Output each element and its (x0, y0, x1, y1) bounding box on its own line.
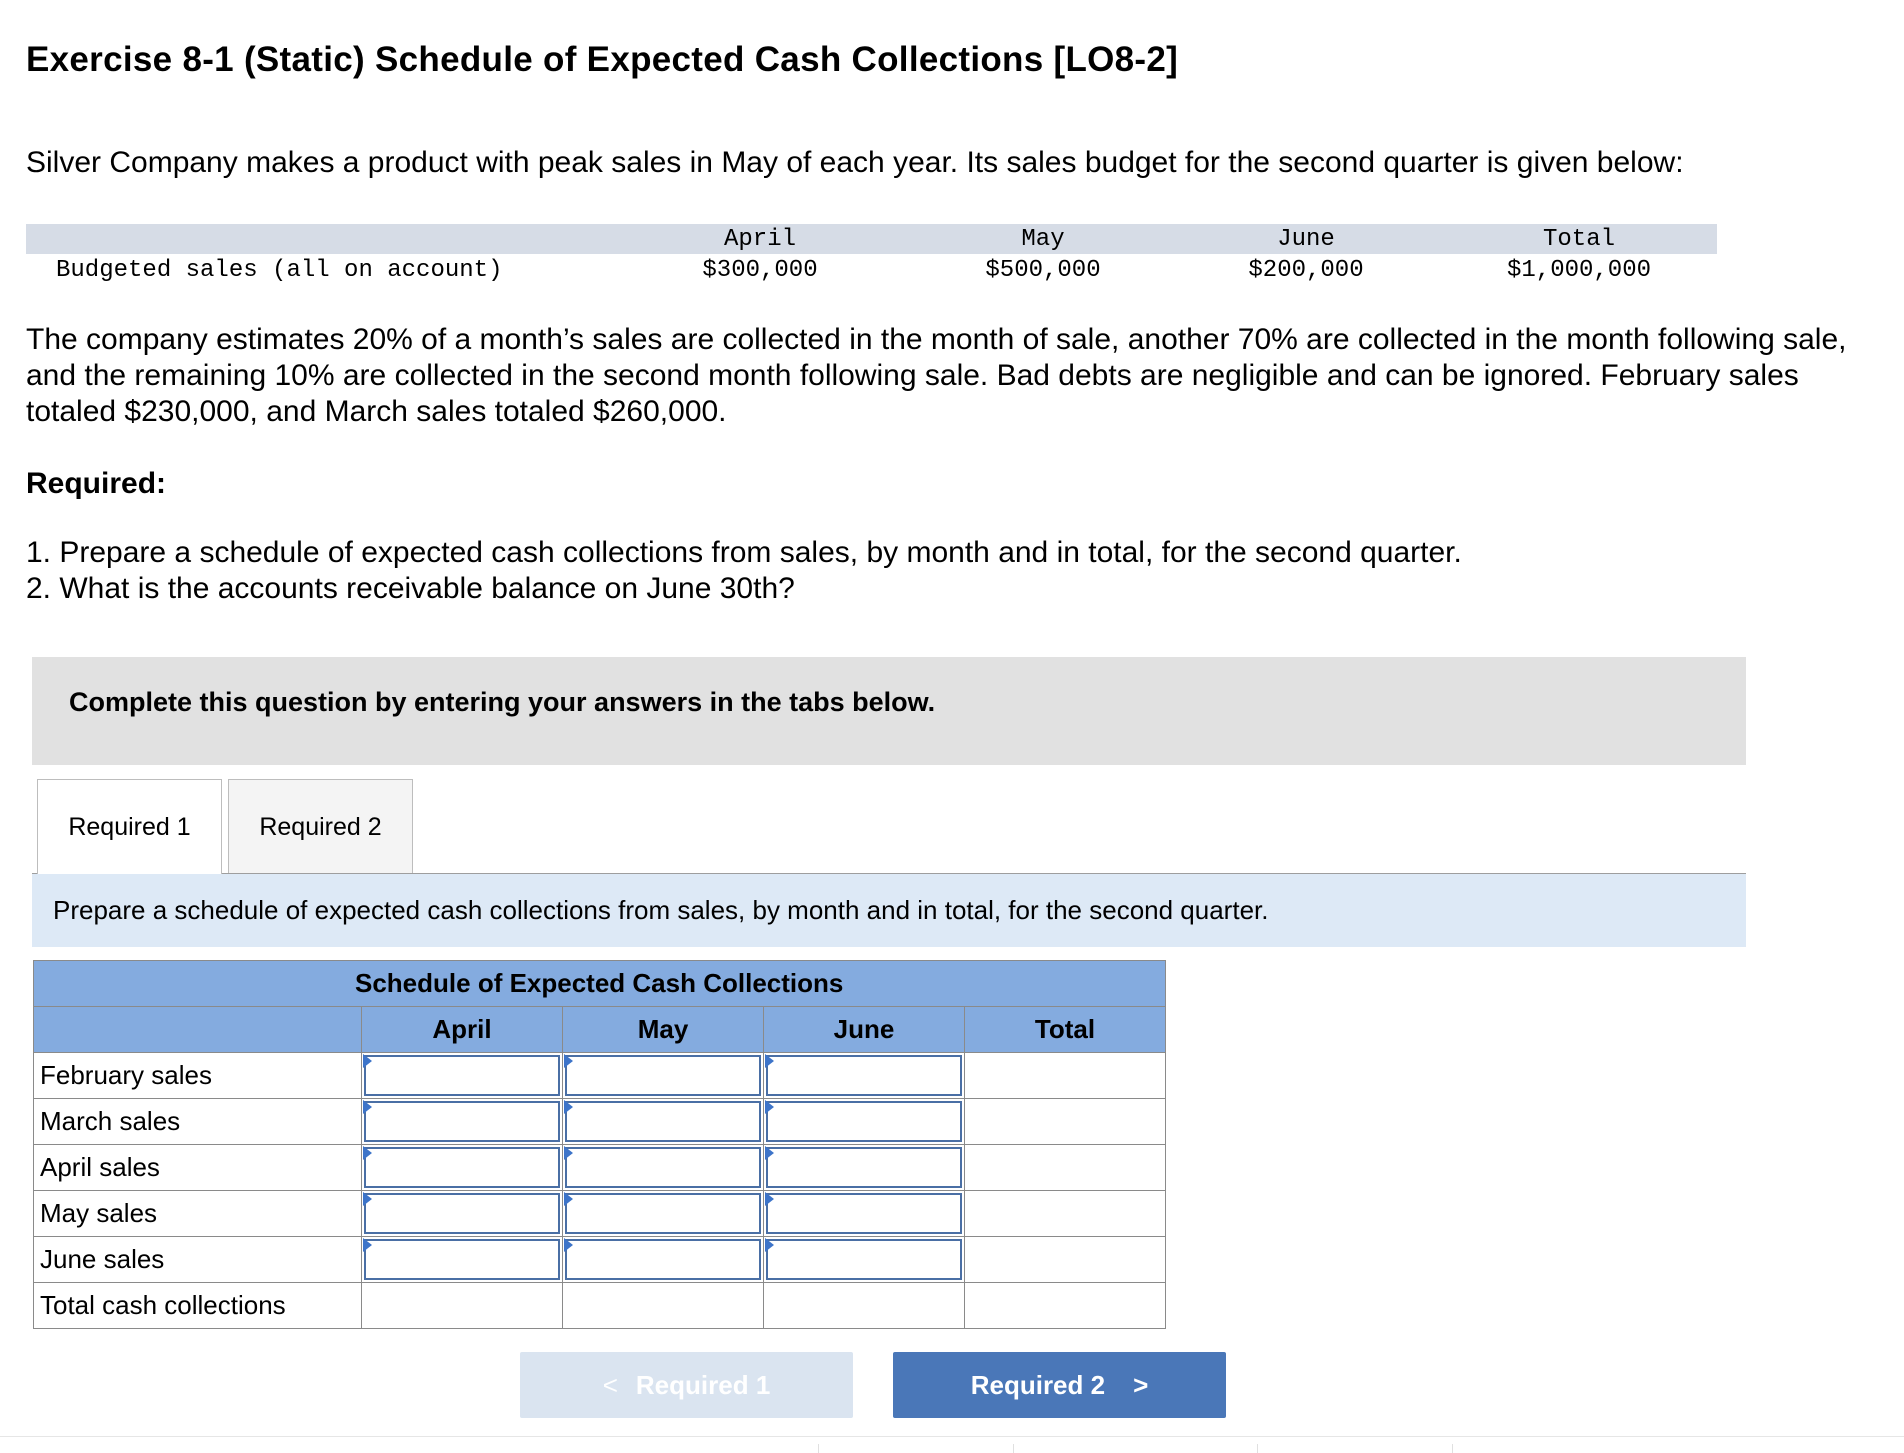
input-june-april[interactable] (362, 1237, 563, 1283)
input-april-may[interactable] (563, 1145, 764, 1191)
total-collections-april (362, 1283, 563, 1329)
input-february-june[interactable] (764, 1053, 965, 1099)
schedule-col-may: May (563, 1007, 764, 1053)
problem-paragraph: The company estimates 20% of a month’s sales are collected in the month of sale, another 70% are collected in the month following sale, and the remaining 10% are collected in the second month following sale. Bad debts are negligible and can be ignored. February sales totaled $230,000, and March sales totaled $260,000. (26, 323, 1847, 428)
tab-required-2[interactable]: Required 2 (228, 779, 413, 873)
budget-col-april: April (723, 226, 796, 253)
schedule-col-april: April (362, 1007, 563, 1053)
next-button-label: Required 2 (970, 1370, 1106, 1400)
input-may-april[interactable] (362, 1191, 563, 1237)
budget-amount-total: $1,000,000 (1506, 257, 1652, 284)
budget-amount-april: $300,000 (702, 257, 818, 284)
required-item-2: 2. What is the accounts receivable balance on June 30th? (26, 572, 795, 605)
input-june-june[interactable] (764, 1237, 965, 1283)
prev-required-button[interactable] (520, 1352, 853, 1418)
total-march (965, 1099, 1166, 1145)
input-may-may[interactable] (563, 1191, 764, 1237)
tab-instruction-text: Prepare a schedule of expected cash collections from sales, by month and in total, for the second quarter. (53, 895, 1269, 925)
row-label-february: February sales (34, 1053, 362, 1099)
schedule-header-blank (34, 1007, 362, 1053)
row-label-march: March sales (34, 1099, 362, 1145)
budget-col-june: June (1277, 226, 1335, 253)
total-may (965, 1191, 1166, 1237)
footer-tick (818, 1444, 819, 1453)
schedule-title: Schedule of Expected Cash Collections (34, 961, 1166, 1007)
tab-instruction (32, 874, 1746, 947)
required-heading: Required: (26, 467, 167, 500)
budget-header-band (26, 224, 1717, 254)
input-april-june[interactable] (764, 1145, 965, 1191)
cash-collections-schedule (33, 960, 1166, 1329)
instructions-banner (32, 657, 1746, 765)
intro-text: Silver Company makes a product with peak sales in May of each year. Its sales budget for the second quarter is given below: (26, 146, 1684, 179)
input-may-june[interactable] (764, 1191, 965, 1237)
row-label-april: April sales (34, 1145, 362, 1191)
input-march-june[interactable] (764, 1099, 965, 1145)
exercise-title: Exercise 8-1 (Static) Schedule of Expected Cash Collections [LO8-2] (26, 40, 1179, 79)
footer-tick (1257, 1444, 1258, 1453)
required-list (26, 535, 1462, 607)
row-label-may: May sales (34, 1191, 362, 1237)
next-required-button[interactable] (893, 1352, 1226, 1418)
schedule-col-june: June (764, 1007, 965, 1053)
row-label-june: June sales (34, 1237, 362, 1283)
footer-tick (1013, 1444, 1014, 1453)
total-collections-total (965, 1283, 1166, 1329)
row-label-total: Total cash collections (34, 1283, 362, 1329)
input-june-may[interactable] (563, 1237, 764, 1283)
total-collections-may (563, 1283, 764, 1329)
input-february-may[interactable] (563, 1053, 764, 1099)
budget-col-total: Total (1542, 226, 1615, 253)
instructions-banner-text: Complete this question by entering your answers in the tabs below. (69, 687, 936, 717)
table-row (34, 1145, 1166, 1191)
schedule-col-total: Total (965, 1007, 1166, 1053)
chevron-left-icon: < (602, 1370, 618, 1400)
budget-amount-may: $500,000 (985, 257, 1101, 284)
footer-tick (1452, 1444, 1453, 1453)
chevron-right-icon: > (1133, 1370, 1149, 1400)
required-item-1: 1. Prepare a schedule of expected cash collections from sales, by month and in total, for the second quarter. (26, 536, 1462, 569)
budget-row-label: Budgeted sales (all on account) (56, 257, 503, 284)
table-row (34, 1237, 1166, 1283)
input-february-april[interactable] (362, 1053, 563, 1099)
total-april (965, 1145, 1166, 1191)
table-row (34, 1053, 1166, 1099)
input-april-april[interactable] (362, 1145, 563, 1191)
table-row (34, 1191, 1166, 1237)
total-june (965, 1237, 1166, 1283)
tab-required-1[interactable]: Required 1 (37, 779, 222, 876)
input-march-april[interactable] (362, 1099, 563, 1145)
prev-button-label: Required 1 (635, 1370, 771, 1400)
table-row (34, 1283, 1166, 1329)
input-march-may[interactable] (563, 1099, 764, 1145)
footer-divider (0, 1436, 1904, 1437)
total-collections-june (764, 1283, 965, 1329)
total-february (965, 1053, 1166, 1099)
budget-col-may: May (1021, 226, 1065, 253)
budget-amount-june: $200,000 (1248, 257, 1364, 284)
table-row (34, 1099, 1166, 1145)
